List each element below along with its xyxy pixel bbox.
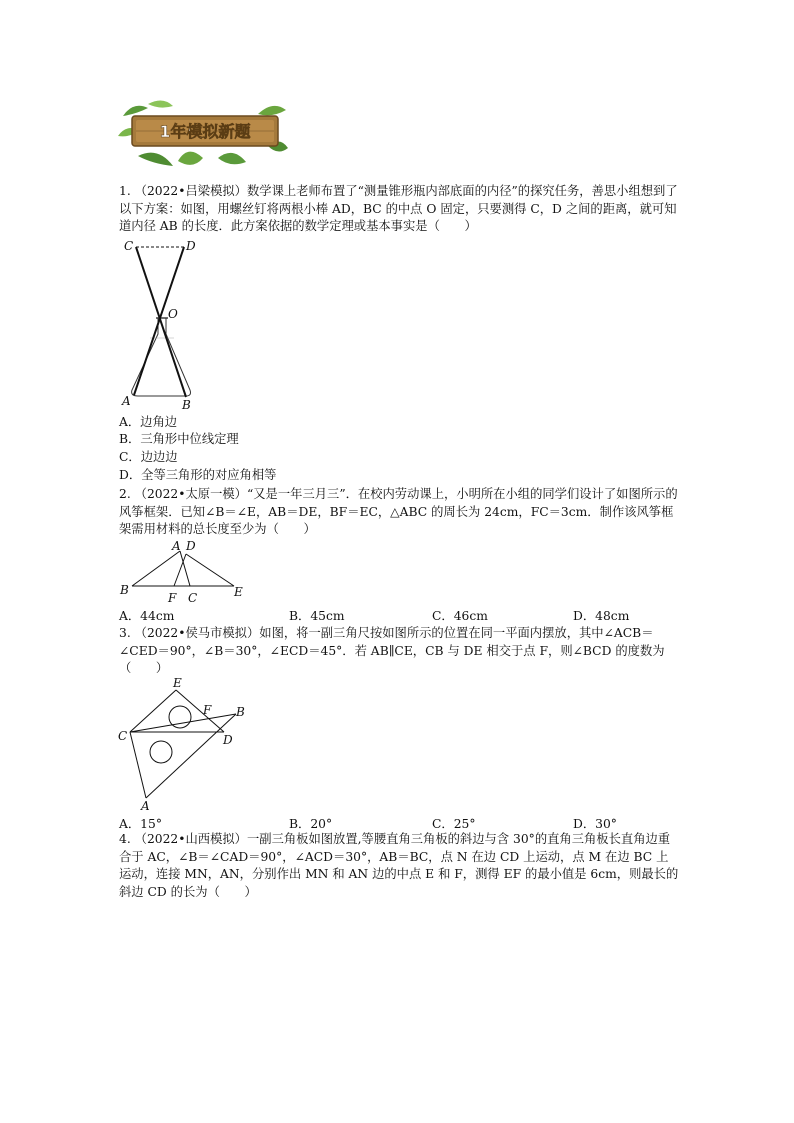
q2-option-a[interactable]: A．44cm xyxy=(119,609,175,623)
q2-option-b[interactable]: B．45cm xyxy=(289,609,345,623)
q3-option-b[interactable]: B．20° xyxy=(289,817,333,831)
label-E: E xyxy=(173,676,182,690)
q1-option-a[interactable]: A．边角边 xyxy=(119,415,178,429)
label-D: D xyxy=(223,733,233,747)
q2-option-c[interactable]: C．46cm xyxy=(432,609,488,623)
q2-options xyxy=(119,606,679,623)
label-F: F xyxy=(203,703,212,717)
question-2-figure xyxy=(118,538,248,606)
label-B: B xyxy=(236,705,245,719)
q3-option-a[interactable]: A．15° xyxy=(119,817,162,831)
q3-option-c[interactable]: C．25° xyxy=(432,817,476,831)
label-C: C xyxy=(188,591,198,605)
q2-option-d[interactable]: D．48cm xyxy=(573,609,630,623)
question-1-text: 1. （2022•吕梁模拟）数学课上老师布置了“测量锥形瓶内部底面的内径”的探究任务，善思小组想到了以下方案：如图，用螺丝钉将两根小棒 AD，BC 的中点 O 固定，只要测得 C，D 之间的距离，就可知道内径 AB 的长度．此方案依据的数学定理或基本事实是（ ） xyxy=(119,184,678,233)
label-B: B xyxy=(120,583,129,597)
banner-title: 1年模拟新题 xyxy=(159,122,251,141)
label-F: F xyxy=(168,591,177,605)
q3-option-d[interactable]: D．30° xyxy=(573,817,617,831)
q1-option-d[interactable]: D．全等三角形的对应角相等 xyxy=(119,468,277,482)
label-O: O xyxy=(168,307,178,321)
q3-options xyxy=(119,814,679,831)
label-A: A xyxy=(122,394,131,408)
label-B: B xyxy=(182,398,191,410)
question-2-text: 2. （2022•太原一模）“又是一年三月三”．在校内劳动课上，小明所在小组的同学们设计了如图所示的风筝框架．已知∠B＝∠E，AB＝DE，BF＝EC，△ABC 的周长为 24cm，FC＝3cm．制作该风筝框架需用材料的总长度至少为（ ） xyxy=(119,487,678,536)
q1-option-c[interactable]: C．边边边 xyxy=(119,450,178,464)
question-3-text: 3. （2022•侯马市模拟）如图，将一副三角尺按如图所示的位置在同一平面内摆放，其中∠ACB＝∠CED＝90°，∠B＝30°，∠ECD＝45°．若 AB∥CE，CB 与 DE 相交于点 F，则∠BCD 的度数为（ ） xyxy=(119,626,665,675)
label-D: D xyxy=(186,539,196,553)
label-A: A xyxy=(141,799,150,813)
question-1-figure xyxy=(120,238,200,410)
q1-option-b[interactable]: B．三角形中位线定理 xyxy=(119,432,239,446)
section-banner xyxy=(118,96,288,176)
question-3-figure xyxy=(116,676,256,814)
label-C: C xyxy=(124,239,134,253)
question-4-text: 4. （2022•山西模拟）一副三角板如图放置,等腰直角三角板的斜边与含 30°的直角三角板长直角边重合于 AC，∠B＝∠CAD＝90°，∠ACD＝30°，AB＝BC，点 N 在边 CD 上运动，点 M 在边 BC 上运动，连接 MN，AN，分别作出 MN 和 AN 边的中点 E 和 F，测得 EF 的最小值是 6cm，则最长的斜边 CD 的长为（ ） xyxy=(119,832,679,899)
label-C: C xyxy=(118,729,128,743)
label-D: D xyxy=(186,239,196,253)
label-A: A xyxy=(172,539,181,553)
label-E: E xyxy=(234,585,243,599)
